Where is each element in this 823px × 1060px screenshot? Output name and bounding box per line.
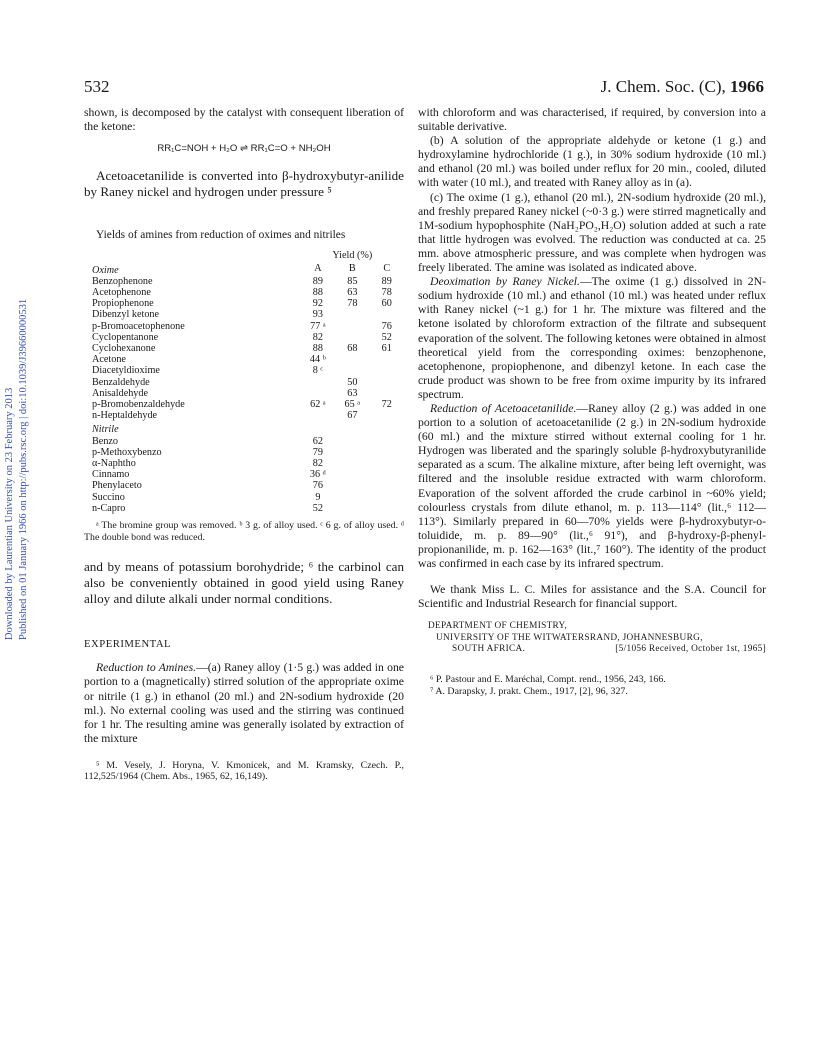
paragraph — [418, 275, 766, 402]
table-row — [84, 410, 404, 421]
col-c: C — [383, 263, 391, 275]
footnote: ⁶ P. Pastour and E. Maréchal, Compt. rend., 1956, 243, 166. — [430, 674, 666, 686]
table-row — [84, 276, 404, 287]
footnote: ⁵ M. Vesely, J. Horyna, V. Kmonicek, and M. Kramsky, Czech. P., 112,525/1964 (Chem. Abs., 1965, 62, 16,149). — [84, 759, 404, 783]
table-row — [84, 447, 404, 458]
yield-a: 92 — [312, 298, 323, 310]
compound-name: Anisaldehyde — [92, 387, 149, 399]
yield-c — [370, 410, 404, 421]
yield-a: 77 ᵃ — [310, 320, 326, 332]
paragraph: (b) A solution of the appropriate aldehyde or ketone (1 g.) and hydroxylamine hydrochloride (1 g.), in 30% sodium hydroxide (10 ml.) and ethanol (20 ml.) was boiled under reflux for 20 min., cooled, diluted with water (10 ml.), and treated with Raney alloy as in (a). — [418, 134, 766, 190]
yield-a: 79 — [312, 446, 323, 458]
yield-c — [370, 436, 404, 447]
compound-name: Diacetyldioxime — [92, 365, 160, 377]
yield-a — [301, 410, 335, 421]
compound-name: Cinnamo — [92, 469, 130, 481]
paragraph: Acetoacetanilide is converted into β-hydroxybutyr-anilide by Raney nickel and hydrogen under pressure ⁵ — [84, 168, 404, 200]
yield-c — [370, 365, 404, 376]
yield-c: 52 — [381, 331, 392, 343]
yield-a: 44 ᵇ — [309, 354, 326, 366]
table-row — [84, 309, 404, 320]
compound-name: Dibenzyl ketone — [92, 309, 160, 321]
equation: RR₁C=NOH + H₂O ⇌ RR₁C=O + NH₂OH — [157, 143, 331, 155]
yield-b — [335, 492, 369, 503]
download-watermark — [4, 298, 29, 640]
compound-name: Cyclopentanone — [92, 331, 159, 343]
yield-a: 36 ᵈ — [309, 469, 326, 481]
table-row — [84, 458, 404, 469]
table-row — [84, 388, 404, 399]
yield-c: 89 — [381, 275, 392, 287]
compound-name: Acetone — [92, 354, 126, 366]
paragraph: with chloroform and was characterised, if required, by conversion into a suitable derivative. — [418, 106, 766, 134]
yield-b — [335, 365, 369, 376]
yield-a: 62 ᵃ — [310, 399, 326, 411]
yield-a: 62 — [312, 435, 323, 447]
compound-name: α-Naphtho — [92, 458, 136, 470]
yield-c — [370, 469, 404, 480]
table-row — [84, 343, 404, 354]
table-row — [84, 298, 404, 309]
compound-name: Propiophenone — [92, 298, 154, 310]
yield-c: 60 — [381, 298, 392, 310]
journal-header — [601, 77, 764, 97]
paragraph: (c) The oxime (1 g.), ethanol (20 ml.), 2N-sodium hydroxide (20 ml.), and freshly prepared Raney nickel (~0·3 g.) were stirred magnetically and 1M-sodium hypophosphite (NaH₂PO₂,H₂O) solution added at such a rate that little hydrogen was evolved. The reduction was conducted at ca. 25 mm. above atmospheric pressure, and was complete when hydrogen was freely liberated. The amine was isolated as indicated above. — [418, 190, 766, 275]
nitrile-rows — [84, 436, 404, 514]
section-title: Reduction to Amines. — [96, 661, 197, 675]
yield-c — [370, 447, 404, 458]
yield-b — [335, 503, 369, 514]
yield-c — [370, 503, 404, 514]
yield-c — [370, 492, 404, 503]
table-row — [84, 365, 404, 376]
paragraph: shown, is decomposed by the catalyst with consequent liberation of the ketone: — [84, 106, 404, 134]
yield-c: 78 — [381, 286, 392, 298]
compound-name: Succino — [92, 491, 125, 503]
table-row — [84, 436, 404, 447]
yield-c: 61 — [381, 343, 392, 354]
compound-name: p-Bromoacetophenone — [92, 320, 185, 332]
table-row — [84, 469, 404, 480]
affiliation-line: SOUTH AFRICA. — [452, 644, 526, 655]
yield-b — [335, 332, 369, 343]
yield-c — [370, 458, 404, 469]
right-column — [418, 106, 766, 697]
compound-name: p-Bromobenzaldehyde — [92, 399, 185, 411]
section-text: —Raney alloy (2 g.) was added in one portion to a solution of acetoacetanilide (2 g.) in 2N-sodium hydroxide (60 ml.) and the mixture stirred without external cooling for 1 hr. Hydrogen was liberated and the sparingly soluble β-hydroxybutyranilide separated as a scum. The alkaline mixture, after being left overnight, was filtered and the insoluble residue extracted with warm chloroform. Evaporation of the solvent afforded the crude carbinol in ~60% yield; colourless crystals from dilute ethanol, m. p. 113—114° (lit.,⁶ 112—113°). Similarly prepared in 60—70% yields were β-hydroxybutyr-o-toluidide, m. p. 89—90° (lit.,⁶ 91°), and β-hydroxy-β-phenyl-propionanilide, m. p. 162—163° (lit.,⁷ 160°). The identity of the product was confirmed in each case by its infrared spectrum. — [418, 401, 767, 570]
yield-b — [335, 469, 369, 480]
received-date: [5/1056 Received, October 1st, 1965] — [615, 644, 766, 655]
yield-a: 9 — [315, 491, 321, 503]
compound-name: n-Capro — [92, 502, 126, 514]
yield-a: 82 — [312, 458, 323, 470]
table-row — [84, 503, 404, 514]
yield-a: 76 — [312, 480, 323, 492]
yield-c — [370, 354, 404, 365]
yield-c: 72 — [381, 399, 392, 411]
table-footnote: ᵃ The bromine group was removed. ᵇ 3 g. of alloy used. ᶜ 6 g. of alloy used. ᵈ The double bond was reduced. — [84, 520, 404, 543]
yield-a: 52 — [312, 502, 323, 514]
paragraph: and by means of potassium borohydride; ⁶ the carbinol can also be conveniently obtained in good yield using Raney alloy and dilute alkali under normal conditions. — [84, 559, 404, 607]
paragraph — [84, 661, 404, 746]
yield-b: 65 ᵃ — [344, 399, 361, 411]
table-row — [84, 287, 404, 298]
yield-a: 88 — [312, 286, 323, 298]
yield-b: 67 — [347, 410, 358, 422]
affiliation-line: DEPARTMENT OF CHEMISTRY, — [428, 621, 567, 632]
yield-c: 76 — [381, 320, 392, 332]
section-text: —The oxime (1 g.) dissolved in 2N-sodium hydroxide (10 ml.) and ethanol (10 ml.) was heated under reflux with Raney nickel (~1 g.) for 1 hr. The mixture was filtered and the ketone isolated by chloroform extraction of the filtrate and subsequent evaporation of the solvent. The following ketones were obtained in almost theoretical yield from the corresponding oximes: benzophenone, acetophenone, propiophenone, and dibenzyl ketone. In each case the crude product was shown to be free from oxime impurity by its infrared spectrum. — [418, 275, 766, 401]
left-column — [84, 106, 404, 783]
table-row — [84, 480, 404, 491]
yield-a: 8 ᶜ — [312, 365, 323, 377]
table-caption: Yields of amines from reduction of oximes and nitriles — [96, 229, 346, 242]
yield-b: 85 — [347, 275, 358, 287]
table-row — [84, 354, 404, 365]
yield-b: 68 — [347, 343, 358, 354]
yield-b: 50 — [347, 376, 358, 388]
download-line: Downloaded by Laurentian University on 23 February 2013 — [4, 387, 15, 640]
yield-b — [335, 436, 369, 447]
yield-a: 82 — [312, 331, 323, 343]
col-a: A — [314, 263, 322, 275]
yield-b — [335, 309, 369, 320]
compound-name: Benzo — [92, 435, 119, 447]
yield-b: 78 — [347, 298, 358, 310]
yield-a: 88 — [312, 343, 323, 354]
table-row — [84, 332, 404, 343]
yield-c — [370, 480, 404, 491]
compound-name: Benzophenone — [92, 275, 153, 287]
section-title: Reduction of Acetoacetanilide. — [430, 401, 577, 415]
col-b: B — [348, 263, 356, 275]
page-number: 532 — [84, 77, 110, 96]
doi-line[interactable]: Published on 01 January 1966 on http://pubs.rsc.org | doi:10.1039/J39660000531 — [18, 298, 29, 640]
journal-name: J. Chem. Soc. (C), — [600, 77, 726, 96]
yield-b — [335, 354, 369, 365]
journal-year: 1966 — [730, 77, 764, 96]
nitrile-label: Nitrile — [92, 424, 119, 436]
affiliation — [418, 621, 766, 656]
yield-c — [370, 388, 404, 399]
compound-name: Phenylaceto — [92, 480, 142, 492]
compound-name: p-Methoxybenzo — [92, 446, 162, 458]
yield-c — [370, 309, 404, 320]
yield-a — [301, 377, 335, 388]
table-row — [84, 399, 404, 410]
yield-b — [335, 321, 369, 332]
compound-name: Acetophenone — [92, 286, 151, 298]
footnote: ⁷ A. Darapsky, J. prakt. Chem., 1917, [2], 96, 327. — [430, 685, 628, 697]
section-text: —(a) Raney alloy (1·5 g.) was added in one portion to a (magnetically) stirred solution of the appropriate oxime or nitrile (1 g.) in ethanol (20 ml.) and 2N-sodium hydroxide (20 ml.). No external cooling was used and the stirring was continued for 1 hr. The resulting amine was generally isolated by extraction of the mixture — [84, 661, 404, 745]
oxime-label: Oxime — [92, 264, 119, 276]
yields-table — [84, 250, 404, 514]
compound-name: Cyclohexanone — [92, 343, 156, 354]
affiliation-line: UNIVERSITY OF THE WITWATERSRAND, JOHANNESBURG, — [436, 632, 703, 643]
experimental-heading: EXPERIMENTAL — [84, 638, 172, 651]
compound-name: Benzaldehyde — [92, 376, 150, 388]
yield-a: 89 — [312, 275, 323, 287]
oxime-rows — [84, 276, 404, 422]
table-row — [84, 492, 404, 503]
yield-a — [301, 388, 335, 399]
yield-b — [335, 480, 369, 491]
compound-name: n-Heptaldehyde — [92, 410, 158, 422]
yield-a: 93 — [312, 309, 323, 321]
yield-b — [335, 447, 369, 458]
yield-b: 63 — [347, 387, 358, 399]
section-title: Deoximation by Raney Nickel. — [430, 275, 580, 289]
table-row — [84, 377, 404, 388]
yield-header: Yield (%) — [332, 250, 373, 262]
yield-b — [335, 458, 369, 469]
table-row — [84, 321, 404, 332]
acknowledgement: We thank Miss L. C. Miles for assistance and the S.A. Council for Scientific and Industrial Research for financial support. — [418, 583, 766, 611]
paragraph — [418, 402, 766, 571]
yield-b: 63 — [347, 286, 358, 298]
yield-c — [370, 377, 404, 388]
